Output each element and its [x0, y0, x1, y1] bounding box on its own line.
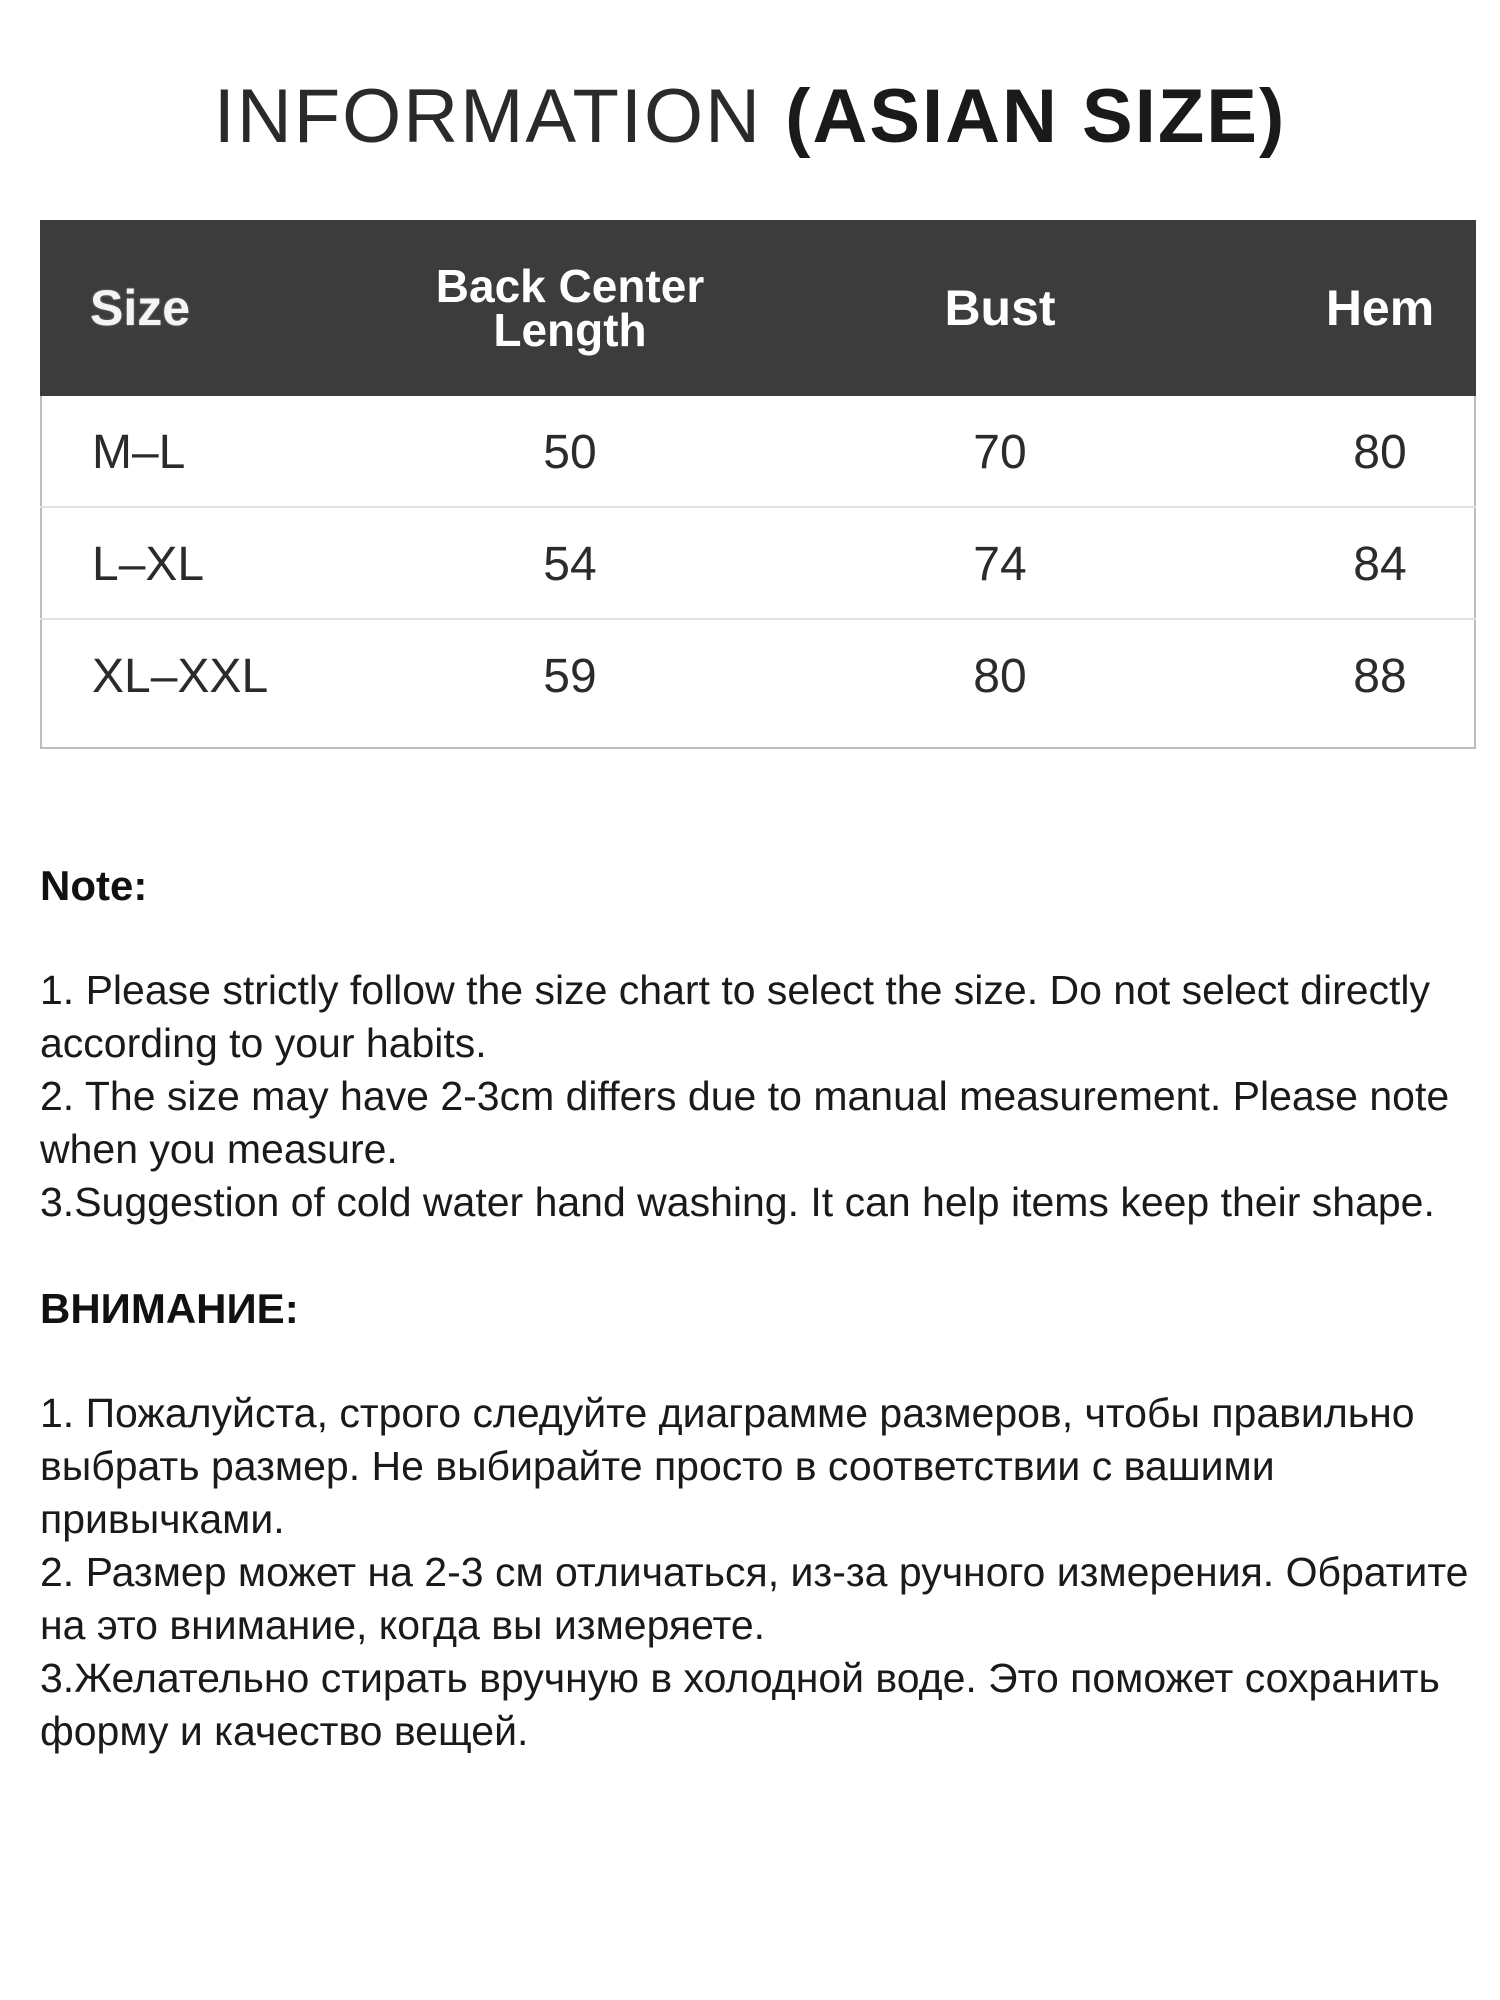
- notes-section: [40, 860, 1470, 1758]
- cell-bust: 70: [973, 425, 1027, 479]
- table-row: [40, 396, 1476, 508]
- header-back-line2: Length: [493, 304, 647, 356]
- notes-english: [40, 860, 1470, 1229]
- page-title: [0, 72, 1500, 162]
- cell-size: L–XL: [92, 537, 205, 591]
- attention-item: 2. Размер может на 2-3 см отличаться, из-за ручного измерения. Обратите на это внимание, когда вы измеряете.: [40, 1549, 1469, 1648]
- attention-list: [40, 1387, 1470, 1758]
- cell-hem: 88: [1353, 649, 1407, 703]
- note-item: 3.Suggestion of cold water hand washing. It can help items keep their shape.: [40, 1179, 1435, 1225]
- note-item: 2. The size may have 2-3cm differs due to manual measurement. Please note when you measure.: [40, 1073, 1450, 1172]
- cell-back-length: 50: [543, 425, 597, 479]
- table-row: [40, 620, 1476, 732]
- cell-bust: 80: [973, 649, 1027, 703]
- size-table: [40, 220, 1476, 749]
- note-item: 1. Please strictly follow the size chart to select the size. Do not select directly according to your habits.: [40, 967, 1431, 1066]
- table-row: [40, 508, 1476, 620]
- cell-back-length: 59: [543, 649, 597, 703]
- header-back-line1: Back Center: [435, 260, 705, 312]
- attention-item: 1. Пожалуйста, строго следуйте диаграмме размеров, чтобы правильно выбрать размер. Не выбирайте просто в соответствии с вашими привычками.: [40, 1390, 1415, 1542]
- cell-back-length: 54: [543, 537, 597, 591]
- header-back-center-length: [370, 220, 770, 396]
- cell-hem: 84: [1353, 537, 1407, 591]
- cell-hem: 80: [1353, 425, 1407, 479]
- title-size-region: (ASIAN SIZE): [785, 74, 1287, 159]
- table-header: [40, 220, 1476, 396]
- notes-russian: [40, 1283, 1470, 1758]
- note-list: [40, 964, 1470, 1229]
- note-heading: Note:: [40, 862, 148, 909]
- title-main: INFORMATION: [213, 74, 763, 159]
- attention-heading: ВНИМАНИЕ:: [40, 1285, 299, 1332]
- header-size: Size: [90, 280, 191, 336]
- header-bust: Bust: [944, 280, 1056, 336]
- header-hem: Hem: [1325, 280, 1435, 336]
- cell-bust: 74: [973, 537, 1027, 591]
- cell-size: M–L: [92, 425, 186, 479]
- attention-item: 3.Желательно стирать вручную в холодной воде. Это поможет сохранить форму и качество вещей.: [40, 1655, 1440, 1754]
- cell-size: XL–XXL: [92, 649, 269, 703]
